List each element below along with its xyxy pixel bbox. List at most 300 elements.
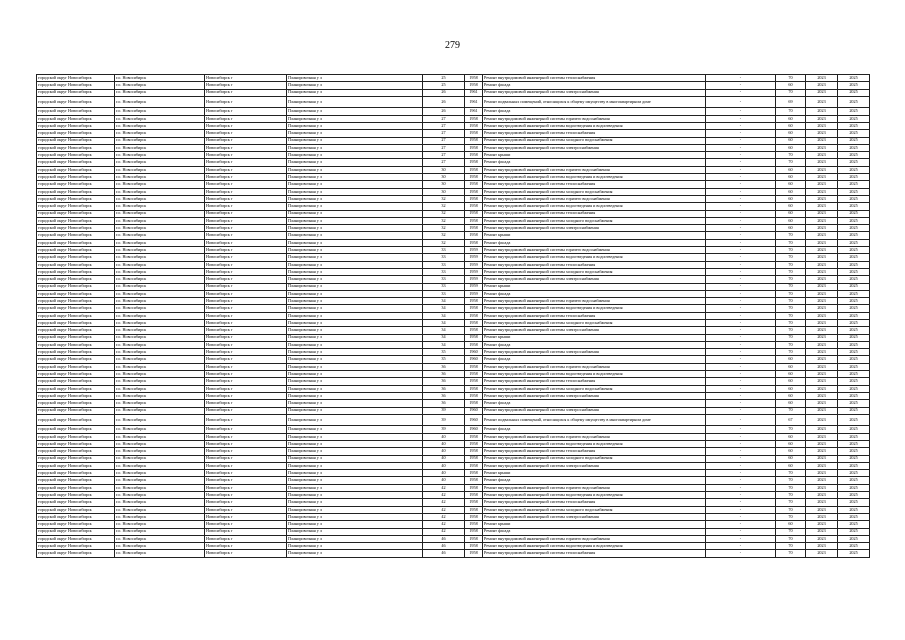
cell-build-year: 1958 xyxy=(465,203,483,210)
cell-settlement: г.о. Новосибирск xyxy=(115,254,205,261)
cell-year-end: 2025 xyxy=(838,492,870,499)
cell-settlement: г.о. Новосибирск xyxy=(115,89,205,96)
cell-street: Планировочная у л xyxy=(287,484,423,491)
cell-cost: - xyxy=(706,327,776,334)
cell-settlement: г.о. Новосибирск xyxy=(115,327,205,334)
cell-city: Новосибирск г xyxy=(205,290,287,297)
table-row xyxy=(37,426,870,433)
cell-house-number: 39 xyxy=(423,407,465,414)
table-row xyxy=(37,528,870,535)
cell-street: Планировочная у л xyxy=(287,327,423,334)
cell-settlement: г.о. Новосибирск xyxy=(115,239,205,246)
cell-street: Планировочная у л xyxy=(287,513,423,520)
cell-municipality: городской округ Новосибирск xyxy=(37,535,115,542)
cell-municipality: городской округ Новосибирск xyxy=(37,492,115,499)
table-row xyxy=(37,108,870,115)
cell-municipality: городской округ Новосибирск xyxy=(37,82,115,89)
cell-municipality: городской округ Новосибирск xyxy=(37,75,115,82)
cell-city: Новосибирск г xyxy=(205,535,287,542)
cell-street: Планировочная у л xyxy=(287,203,423,210)
table-row xyxy=(37,341,870,348)
cell-year-start: 2023 xyxy=(806,203,838,210)
cell-city: Новосибирск г xyxy=(205,115,287,122)
cell-municipality: городской округ Новосибирск xyxy=(37,239,115,246)
cell-year-end: 2025 xyxy=(838,513,870,520)
cell-build-year: 1958 xyxy=(465,440,483,447)
cell-wear-percent: 70 xyxy=(776,492,806,499)
cell-year-end: 2025 xyxy=(838,320,870,327)
cell-year-end: 2025 xyxy=(838,426,870,433)
cell-city: Новосибирск г xyxy=(205,232,287,239)
table-row xyxy=(37,203,870,210)
cell-work-type: Ремонт крыши xyxy=(483,470,706,477)
cell-house-number: 25 xyxy=(423,82,465,89)
cell-wear-percent: 70 xyxy=(776,349,806,356)
cell-house-number: 25 xyxy=(423,75,465,82)
cell-work-type: Ремонт крыши xyxy=(483,152,706,159)
cell-house-number: 34 xyxy=(423,298,465,305)
cell-year-end: 2025 xyxy=(838,448,870,455)
cell-work-type: Ремонт фасада xyxy=(483,356,706,363)
cell-settlement: г.о. Новосибирск xyxy=(115,470,205,477)
cell-work-type: Ремонт внутридомовой инженерной системы электроснабжения xyxy=(483,349,706,356)
cell-wear-percent: 67 xyxy=(776,414,806,426)
cell-municipality: городской округ Новосибирск xyxy=(37,174,115,181)
cell-wear-percent: 70 xyxy=(776,477,806,484)
cell-municipality: городской округ Новосибирск xyxy=(37,210,115,217)
cell-municipality: городской округ Новосибирск xyxy=(37,414,115,426)
cell-municipality: городской округ Новосибирск xyxy=(37,312,115,319)
cell-street: Планировочная у л xyxy=(287,334,423,341)
table-row xyxy=(37,414,870,426)
cell-street: Планировочная у л xyxy=(287,290,423,297)
cell-cost: - xyxy=(706,462,776,469)
cell-street: Планировочная у л xyxy=(287,363,423,370)
cell-cost: - xyxy=(706,188,776,195)
cell-year-end: 2025 xyxy=(838,349,870,356)
cell-year-start: 2023 xyxy=(806,166,838,173)
cell-build-year: 1958 xyxy=(465,130,483,137)
cell-street: Планировочная у л xyxy=(287,159,423,166)
cell-build-year: 1958 xyxy=(465,528,483,535)
cell-house-number: 42 xyxy=(423,528,465,535)
table-row xyxy=(37,239,870,246)
cell-build-year: 1958 xyxy=(465,535,483,542)
cell-work-type: Ремонт внутридомовой инженерной системы горячего водоснабжения xyxy=(483,363,706,370)
cell-year-end: 2025 xyxy=(838,276,870,283)
cell-city: Новосибирск г xyxy=(205,521,287,528)
cell-house-number: 40 xyxy=(423,462,465,469)
cell-city: Новосибирск г xyxy=(205,312,287,319)
cell-house-number: 40 xyxy=(423,470,465,477)
cell-cost: - xyxy=(706,96,776,108)
cell-settlement: г.о. Новосибирск xyxy=(115,392,205,399)
cell-build-year: 1958 xyxy=(465,492,483,499)
table-row xyxy=(37,210,870,217)
cell-street: Планировочная у л xyxy=(287,528,423,535)
cell-year-start: 2023 xyxy=(806,470,838,477)
cell-year-start: 2023 xyxy=(806,528,838,535)
cell-work-type: Ремонт внутридомовой инженерной системы электроснабжения xyxy=(483,225,706,232)
cell-work-type: Ремонт фасада xyxy=(483,239,706,246)
cell-street: Планировочная у л xyxy=(287,341,423,348)
cell-city: Новосибирск г xyxy=(205,414,287,426)
cell-street: Планировочная у л xyxy=(287,75,423,82)
table-row xyxy=(37,320,870,327)
cell-house-number: 36 xyxy=(423,392,465,399)
cell-wear-percent: 60 xyxy=(776,356,806,363)
cell-street: Планировочная у л xyxy=(287,225,423,232)
cell-cost: - xyxy=(706,506,776,513)
cell-settlement: г.о. Новосибирск xyxy=(115,232,205,239)
table-row xyxy=(37,433,870,440)
cell-municipality: городской округ Новосибирск xyxy=(37,470,115,477)
cell-year-start: 2023 xyxy=(806,298,838,305)
cell-build-year: 1958 xyxy=(465,484,483,491)
cell-year-start: 2023 xyxy=(806,392,838,399)
cell-settlement: г.о. Новосибирск xyxy=(115,298,205,305)
cell-municipality: городской округ Новосибирск xyxy=(37,400,115,407)
cell-wear-percent: 60 xyxy=(776,181,806,188)
cell-municipality: городской округ Новосибирск xyxy=(37,448,115,455)
cell-wear-percent: 70 xyxy=(776,239,806,246)
cell-house-number: 27 xyxy=(423,152,465,159)
cell-city: Новосибирск г xyxy=(205,247,287,254)
cell-wear-percent: 70 xyxy=(776,298,806,305)
cell-year-end: 2025 xyxy=(838,305,870,312)
cell-wear-percent: 60 xyxy=(776,385,806,392)
cell-wear-percent: 70 xyxy=(776,89,806,96)
cell-build-year: 1958 xyxy=(465,455,483,462)
cell-cost: - xyxy=(706,513,776,520)
cell-work-type: Ремонт внутридомовой инженерной системы холодного водоснабжения xyxy=(483,506,706,513)
table-row xyxy=(37,144,870,151)
cell-wear-percent: 70 xyxy=(776,341,806,348)
cell-year-end: 2025 xyxy=(838,89,870,96)
cell-street: Планировочная у л xyxy=(287,261,423,268)
table-row xyxy=(37,455,870,462)
table-row xyxy=(37,312,870,319)
cell-year-start: 2023 xyxy=(806,327,838,334)
cell-year-start: 2023 xyxy=(806,108,838,115)
table-row xyxy=(37,261,870,268)
cell-build-year: 1958 xyxy=(465,82,483,89)
cell-build-year: 1958 xyxy=(465,433,483,440)
cell-settlement: г.о. Новосибирск xyxy=(115,407,205,414)
cell-year-start: 2023 xyxy=(806,247,838,254)
cell-street: Планировочная у л xyxy=(287,96,423,108)
cell-house-number: 40 xyxy=(423,433,465,440)
cell-year-start: 2023 xyxy=(806,152,838,159)
cell-build-year: 1959 xyxy=(465,254,483,261)
cell-wear-percent: 70 xyxy=(776,247,806,254)
cell-municipality: городской округ Новосибирск xyxy=(37,130,115,137)
cell-municipality: городской округ Новосибирск xyxy=(37,484,115,491)
cell-wear-percent: 70 xyxy=(776,268,806,275)
table-row xyxy=(37,268,870,275)
cell-street: Планировочная у л xyxy=(287,239,423,246)
cell-build-year: 1959 xyxy=(465,247,483,254)
cell-year-start: 2023 xyxy=(806,477,838,484)
cell-wear-percent: 70 xyxy=(776,232,806,239)
cell-year-end: 2025 xyxy=(838,470,870,477)
cell-year-start: 2023 xyxy=(806,506,838,513)
cell-house-number: 30 xyxy=(423,166,465,173)
table-row xyxy=(37,400,870,407)
cell-city: Новосибирск г xyxy=(205,392,287,399)
cell-work-type: Ремонт внутридомовой инженерной системы теплоснабжения xyxy=(483,378,706,385)
cell-work-type: Ремонт внутридомовой инженерной системы холодного водоснабжения xyxy=(483,320,706,327)
table-row xyxy=(37,188,870,195)
cell-municipality: городской округ Новосибирск xyxy=(37,108,115,115)
cell-settlement: г.о. Новосибирск xyxy=(115,195,205,202)
cell-settlement: г.о. Новосибирск xyxy=(115,225,205,232)
cell-work-type: Ремонт внутридомовой инженерной системы водоотведения и водоотведения xyxy=(483,254,706,261)
cell-year-end: 2025 xyxy=(838,385,870,392)
cell-street: Планировочная у л xyxy=(287,414,423,426)
cell-year-end: 2025 xyxy=(838,188,870,195)
cell-street: Планировочная у л xyxy=(287,492,423,499)
cell-year-end: 2025 xyxy=(838,152,870,159)
cell-city: Новосибирск г xyxy=(205,543,287,550)
cell-work-type: Ремонт внутридомовой инженерной системы водоотведения и водоотведения xyxy=(483,492,706,499)
cell-house-number: 32 xyxy=(423,232,465,239)
cell-wear-percent: 60 xyxy=(776,166,806,173)
cell-build-year: 1958 xyxy=(465,188,483,195)
cell-street: Планировочная у л xyxy=(287,440,423,447)
cell-street: Планировочная у л xyxy=(287,400,423,407)
cell-city: Новосибирск г xyxy=(205,96,287,108)
cell-house-number: 42 xyxy=(423,492,465,499)
cell-settlement: г.о. Новосибирск xyxy=(115,203,205,210)
cell-cost: - xyxy=(706,535,776,542)
cell-city: Новосибирск г xyxy=(205,363,287,370)
cell-work-type: Ремонт крыши xyxy=(483,521,706,528)
cell-municipality: городской округ Новосибирск xyxy=(37,356,115,363)
cell-settlement: г.о. Новосибирск xyxy=(115,152,205,159)
cell-city: Новосибирск г xyxy=(205,130,287,137)
cell-year-start: 2023 xyxy=(806,144,838,151)
works-table-container xyxy=(36,74,869,558)
cell-municipality: городской округ Новосибирск xyxy=(37,407,115,414)
cell-wear-percent: 70 xyxy=(776,535,806,542)
cell-street: Планировочная у л xyxy=(287,506,423,513)
cell-year-start: 2023 xyxy=(806,130,838,137)
cell-city: Новосибирск г xyxy=(205,305,287,312)
cell-wear-percent: 60 xyxy=(776,392,806,399)
cell-street: Планировочная у л xyxy=(287,371,423,378)
cell-settlement: г.о. Новосибирск xyxy=(115,312,205,319)
table-row xyxy=(37,276,870,283)
cell-build-year: 1958 xyxy=(465,225,483,232)
cell-municipality: городской округ Новосибирск xyxy=(37,327,115,334)
cell-year-end: 2025 xyxy=(838,217,870,224)
cell-cost: - xyxy=(706,75,776,82)
cell-build-year: 1958 xyxy=(465,550,483,557)
cell-build-year: 1958 xyxy=(465,174,483,181)
table-row xyxy=(37,254,870,261)
cell-year-start: 2023 xyxy=(806,290,838,297)
cell-city: Новосибирск г xyxy=(205,440,287,447)
cell-cost: - xyxy=(706,276,776,283)
cell-year-end: 2025 xyxy=(838,484,870,491)
cell-settlement: г.о. Новосибирск xyxy=(115,535,205,542)
table-row xyxy=(37,130,870,137)
cell-city: Новосибирск г xyxy=(205,462,287,469)
cell-cost: - xyxy=(706,470,776,477)
cell-settlement: г.о. Новосибирск xyxy=(115,305,205,312)
cell-city: Новосибирск г xyxy=(205,225,287,232)
cell-work-type: Ремонт фасада xyxy=(483,528,706,535)
table-row xyxy=(37,440,870,447)
cell-municipality: городской округ Новосибирск xyxy=(37,181,115,188)
cell-wear-percent: 69 xyxy=(776,96,806,108)
cell-municipality: городской округ Новосибирск xyxy=(37,152,115,159)
cell-house-number: 34 xyxy=(423,312,465,319)
cell-city: Новосибирск г xyxy=(205,144,287,151)
cell-city: Новосибирск г xyxy=(205,341,287,348)
cell-work-type: Ремонт внутридомовой инженерной системы электроснабжения xyxy=(483,89,706,96)
cell-city: Новосибирск г xyxy=(205,82,287,89)
cell-street: Планировочная у л xyxy=(287,385,423,392)
cell-wear-percent: 60 xyxy=(776,440,806,447)
cell-municipality: городской округ Новосибирск xyxy=(37,247,115,254)
cell-work-type: Ремонт фасада xyxy=(483,426,706,433)
cell-year-end: 2025 xyxy=(838,130,870,137)
cell-settlement: г.о. Новосибирск xyxy=(115,378,205,385)
cell-build-year: 1959 xyxy=(465,283,483,290)
cell-year-end: 2025 xyxy=(838,477,870,484)
cell-build-year: 1958 xyxy=(465,320,483,327)
cell-city: Новосибирск г xyxy=(205,433,287,440)
cell-city: Новосибирск г xyxy=(205,528,287,535)
cell-municipality: городской округ Новосибирск xyxy=(37,122,115,129)
cell-year-end: 2025 xyxy=(838,108,870,115)
cell-house-number: 27 xyxy=(423,122,465,129)
cell-wear-percent: 60 xyxy=(776,210,806,217)
cell-settlement: г.о. Новосибирск xyxy=(115,414,205,426)
cell-year-start: 2023 xyxy=(806,320,838,327)
cell-wear-percent: 60 xyxy=(776,217,806,224)
cell-year-start: 2023 xyxy=(806,356,838,363)
cell-wear-percent: 70 xyxy=(776,407,806,414)
cell-cost: - xyxy=(706,543,776,550)
cell-year-start: 2023 xyxy=(806,455,838,462)
cell-house-number: 46 xyxy=(423,543,465,550)
cell-work-type: Ремонт внутридомовой инженерной системы горячего водоснабжения xyxy=(483,166,706,173)
cell-cost: - xyxy=(706,203,776,210)
cell-year-end: 2025 xyxy=(838,203,870,210)
cell-build-year: 1958 xyxy=(465,144,483,151)
cell-year-end: 2025 xyxy=(838,334,870,341)
cell-year-start: 2023 xyxy=(806,535,838,542)
cell-house-number: 35 xyxy=(423,349,465,356)
cell-year-start: 2023 xyxy=(806,305,838,312)
cell-municipality: городской округ Новосибирск xyxy=(37,349,115,356)
cell-work-type: Ремонт внутридомовой инженерной системы теплоснабжения xyxy=(483,130,706,137)
cell-wear-percent: 70 xyxy=(776,528,806,535)
cell-house-number: 36 xyxy=(423,363,465,370)
cell-settlement: г.о. Новосибирск xyxy=(115,75,205,82)
cell-street: Планировочная у л xyxy=(287,174,423,181)
cell-settlement: г.о. Новосибирск xyxy=(115,356,205,363)
table-row xyxy=(37,137,870,144)
cell-build-year: 1960 xyxy=(465,426,483,433)
cell-municipality: городской округ Новосибирск xyxy=(37,426,115,433)
cell-city: Новосибирск г xyxy=(205,174,287,181)
cell-build-year: 1958 xyxy=(465,341,483,348)
cell-city: Новосибирск г xyxy=(205,448,287,455)
cell-work-type: Ремонт внутридомовой инженерной системы теплоснабжения xyxy=(483,75,706,82)
cell-wear-percent: 70 xyxy=(776,426,806,433)
cell-build-year: 1961 xyxy=(465,108,483,115)
cell-build-year: 1958 xyxy=(465,470,483,477)
cell-work-type: Ремонт фасада xyxy=(483,108,706,115)
cell-build-year: 1958 xyxy=(465,195,483,202)
cell-year-end: 2025 xyxy=(838,225,870,232)
cell-street: Планировочная у л xyxy=(287,448,423,455)
table-row xyxy=(37,356,870,363)
cell-wear-percent: 60 xyxy=(776,455,806,462)
cell-work-type: Ремонт фасада xyxy=(483,82,706,89)
cell-street: Планировочная у л xyxy=(287,305,423,312)
cell-street: Планировочная у л xyxy=(287,349,423,356)
cell-cost: - xyxy=(706,312,776,319)
cell-year-end: 2025 xyxy=(838,82,870,89)
cell-city: Новосибирск г xyxy=(205,550,287,557)
cell-wear-percent: 70 xyxy=(776,550,806,557)
cell-year-end: 2025 xyxy=(838,290,870,297)
cell-wear-percent: 70 xyxy=(776,506,806,513)
table-row xyxy=(37,115,870,122)
cell-municipality: городской округ Новосибирск xyxy=(37,261,115,268)
cell-year-start: 2023 xyxy=(806,181,838,188)
cell-settlement: г.о. Новосибирск xyxy=(115,159,205,166)
cell-year-end: 2025 xyxy=(838,181,870,188)
cell-street: Планировочная у л xyxy=(287,181,423,188)
cell-build-year: 1958 xyxy=(465,305,483,312)
cell-house-number: 27 xyxy=(423,144,465,151)
cell-street: Планировочная у л xyxy=(287,462,423,469)
cell-year-start: 2023 xyxy=(806,378,838,385)
cell-build-year: 1960 xyxy=(465,414,483,426)
cell-settlement: г.о. Новосибирск xyxy=(115,283,205,290)
cell-settlement: г.о. Новосибирск xyxy=(115,268,205,275)
cell-street: Планировочная у л xyxy=(287,312,423,319)
cell-street: Планировочная у л xyxy=(287,152,423,159)
cell-build-year: 1958 xyxy=(465,371,483,378)
cell-work-type: Ремонт внутридомовой инженерной системы электроснабжения xyxy=(483,392,706,399)
cell-street: Планировочная у л xyxy=(287,499,423,506)
cell-work-type: Ремонт внутридомовой инженерной системы холодного водоснабжения xyxy=(483,385,706,392)
cell-wear-percent: 70 xyxy=(776,276,806,283)
cell-settlement: г.о. Новосибирск xyxy=(115,188,205,195)
cell-cost: - xyxy=(706,174,776,181)
cell-municipality: городской округ Новосибирск xyxy=(37,455,115,462)
cell-street: Планировочная у л xyxy=(287,130,423,137)
cell-year-end: 2025 xyxy=(838,254,870,261)
cell-work-type: Ремонт фасада xyxy=(483,341,706,348)
cell-house-number: 46 xyxy=(423,550,465,557)
cell-cost: - xyxy=(706,499,776,506)
cell-settlement: г.о. Новосибирск xyxy=(115,181,205,188)
cell-year-start: 2023 xyxy=(806,550,838,557)
cell-wear-percent: 70 xyxy=(776,283,806,290)
cell-street: Планировочная у л xyxy=(287,195,423,202)
cell-year-end: 2025 xyxy=(838,535,870,542)
cell-work-type: Ремонт фасада xyxy=(483,290,706,297)
cell-build-year: 1958 xyxy=(465,385,483,392)
